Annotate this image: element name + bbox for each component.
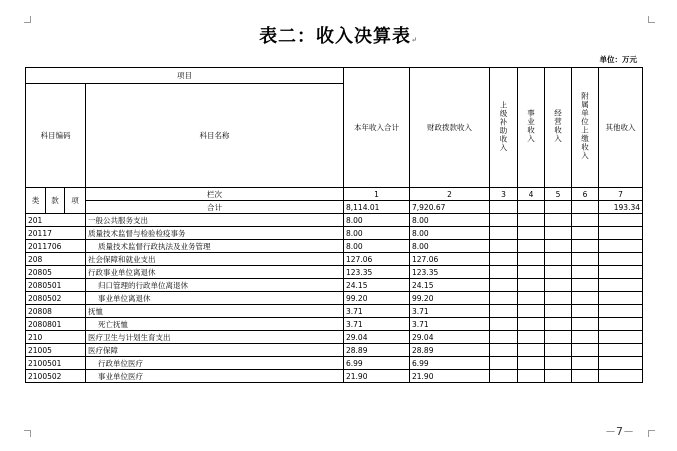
empty-cell [490,292,518,305]
table-row [26,240,643,253]
empty-cell [545,279,572,292]
empty-cell [545,253,572,266]
header-row-column-no [26,188,643,201]
subject-name-cell: 医疗保障 [86,344,344,357]
column-no-label: 栏次 [86,188,344,201]
empty-cell [599,266,643,279]
table-row [26,305,643,318]
subject-code-cell: 210 [26,331,86,344]
empty-cell [490,279,518,292]
unit-label: 单位：万元 [599,55,637,64]
fiscal-allocation-cell: 123.35 [410,266,490,279]
empty-cell [518,266,545,279]
empty-cell [599,344,643,357]
subject-code-cell: 20808 [26,305,86,318]
empty-cell [518,344,545,357]
empty-cell [572,305,599,318]
header-row-item [26,68,643,84]
total-label: 合计 [86,201,344,214]
col-number: 4 [518,188,545,201]
subject-code-cell: 2080501 [26,279,86,292]
fiscal-allocation-cell: 99.20 [410,292,490,305]
annual-income-total-cell: 6.99 [344,357,410,370]
annual-income-total-cell: 8.00 [344,240,410,253]
subject-name-cell: 死亡抚恤 [86,318,344,331]
table-row [26,253,643,266]
empty-cell [545,357,572,370]
total-cell [518,201,545,214]
empty-cell [572,227,599,240]
col-number: 5 [545,188,572,201]
fiscal-allocation-header: 财政拨款收入 [410,68,490,188]
empty-cell [545,266,572,279]
empty-cell [599,318,643,331]
table-row [26,214,643,227]
table-row [26,266,643,279]
empty-cell [490,266,518,279]
subject-code-header: 科目编码 [26,84,86,188]
lei-header: 类 [26,188,46,214]
empty-cell [545,370,572,383]
fiscal-allocation-cell: 29.04 [410,331,490,344]
subject-code-cell: 2011706 [26,240,86,253]
table-row [26,279,643,292]
superior-subsidy-header: 上级补助收入 [490,68,518,188]
operating-income-header: 经营收入 [545,68,572,188]
empty-cell [518,292,545,305]
col-number: 2 [410,188,490,201]
document-title: 表二：收入决算表↵ [259,26,418,47]
col-number: 7 [599,188,643,201]
subject-code-cell: 2100501 [26,357,86,370]
empty-cell [490,227,518,240]
fiscal-allocation-cell: 21.90 [410,370,490,383]
annual-income-total-cell: 127.06 [344,253,410,266]
subject-name-cell: 行政事业单位离退休 [86,266,344,279]
empty-cell [518,357,545,370]
table-row [26,292,643,305]
total-row [26,201,643,214]
empty-cell [545,292,572,305]
empty-cell [599,331,643,344]
empty-cell [599,357,643,370]
empty-cell [545,214,572,227]
kuan-header: 款 [46,188,65,214]
table-row [26,331,643,344]
empty-cell [490,318,518,331]
other-income-header: 其他收入 [599,68,643,188]
subject-name-cell: 社会保障和就业支出 [86,253,344,266]
subject-code-cell: 2100502 [26,370,86,383]
col-number: 6 [572,188,599,201]
empty-cell [518,227,545,240]
fiscal-allocation-cell: 24.15 [410,279,490,292]
annual-income-total-header: 本年收入合计 [344,68,410,188]
fiscal-allocation-cell: 8.00 [410,227,490,240]
empty-cell [545,227,572,240]
empty-cell [572,331,599,344]
fiscal-allocation-cell: 127.06 [410,253,490,266]
empty-cell [599,240,643,253]
total-cell: 8,114.01 [344,201,410,214]
empty-cell [545,305,572,318]
empty-cell [518,240,545,253]
table-row [26,318,643,331]
table-row [26,344,643,357]
annual-income-total-cell: 8.00 [344,214,410,227]
subject-name-cell: 事业单位医疗 [86,370,344,383]
empty-cell [518,214,545,227]
empty-cell [518,305,545,318]
empty-cell [599,227,643,240]
fiscal-allocation-cell: 28.89 [410,344,490,357]
empty-cell [518,253,545,266]
fiscal-allocation-cell: 8.00 [410,214,490,227]
empty-cell [490,214,518,227]
col-number: 3 [490,188,518,201]
empty-cell [490,305,518,318]
fiscal-allocation-cell: 6.99 [410,357,490,370]
item-header: 项目 [26,68,344,84]
empty-cell [572,357,599,370]
annual-income-total-cell: 8.00 [344,227,410,240]
subject-code-cell: 21005 [26,344,86,357]
empty-cell [572,266,599,279]
annual-income-total-cell: 28.89 [344,344,410,357]
subject-code-cell: 208 [26,253,86,266]
subject-code-cell: 2080502 [26,292,86,305]
business-income-header: 事业收入 [518,68,545,188]
annual-income-total-cell: 99.20 [344,292,410,305]
empty-cell [572,214,599,227]
subject-code-cell: 20117 [26,227,86,240]
subject-code-cell: 201 [26,214,86,227]
empty-cell [599,279,643,292]
empty-cell [490,253,518,266]
empty-cell [518,331,545,344]
total-cell: 7,920.67 [410,201,490,214]
table-row [26,370,643,383]
empty-cell [545,331,572,344]
empty-cell [599,305,643,318]
empty-cell [572,279,599,292]
subject-name-cell: 质量技术监督行政执法及业务管理 [86,240,344,253]
subject-name-cell: 一般公共服务支出 [86,214,344,227]
empty-cell [599,214,643,227]
subject-name-cell: 质量技术监督与检验检疫事务 [86,227,344,240]
crop-mark-bottom-right [648,430,655,437]
empty-cell [572,292,599,305]
fiscal-allocation-cell: 3.71 [410,305,490,318]
empty-cell [518,279,545,292]
annual-income-total-cell: 21.90 [344,370,410,383]
total-cell [572,201,599,214]
annual-income-total-cell: 3.71 [344,318,410,331]
annual-income-total-cell: 29.04 [344,331,410,344]
empty-cell [490,357,518,370]
annual-income-total-cell: 123.35 [344,266,410,279]
col-number: 1 [344,188,410,201]
empty-cell [518,318,545,331]
empty-cell [572,240,599,253]
annual-income-total-cell: 3.71 [344,305,410,318]
affiliated-remit-header: 附属单位上缴收入 [572,68,599,188]
empty-cell [545,344,572,357]
table-row [26,227,643,240]
subject-code-cell: 20805 [26,266,86,279]
total-cell [545,201,572,214]
xiang-header: 项 [65,188,86,214]
subject-name-header: 科目名称 [86,84,344,188]
empty-cell [490,331,518,344]
subject-name-cell: 事业单位离退休 [86,292,344,305]
empty-cell [572,318,599,331]
subject-name-cell: 归口管理的行政单位离退休 [86,279,344,292]
empty-cell [490,344,518,357]
fiscal-allocation-cell: 3.71 [410,318,490,331]
empty-cell [599,292,643,305]
empty-cell [545,240,572,253]
annual-income-total-cell: 24.15 [344,279,410,292]
subject-name-cell: 抚恤 [86,305,344,318]
empty-cell [572,253,599,266]
empty-cell [572,344,599,357]
subject-name-cell: 医疗卫生与计划生育支出 [86,331,344,344]
fiscal-allocation-cell: 8.00 [410,240,490,253]
total-cell: 193.34 [599,201,643,214]
subject-name-cell: 行政单位医疗 [86,357,344,370]
empty-cell [518,370,545,383]
total-cell [490,201,518,214]
empty-cell [490,370,518,383]
subject-code-cell: 2080801 [26,318,86,331]
empty-cell [545,318,572,331]
table-row [26,357,643,370]
empty-cell [599,253,643,266]
page-number: －7－ [605,425,634,438]
empty-cell [599,370,643,383]
empty-cell [490,240,518,253]
income-table [25,67,643,383]
empty-cell [572,370,599,383]
crop-mark-bottom-left [24,430,31,437]
